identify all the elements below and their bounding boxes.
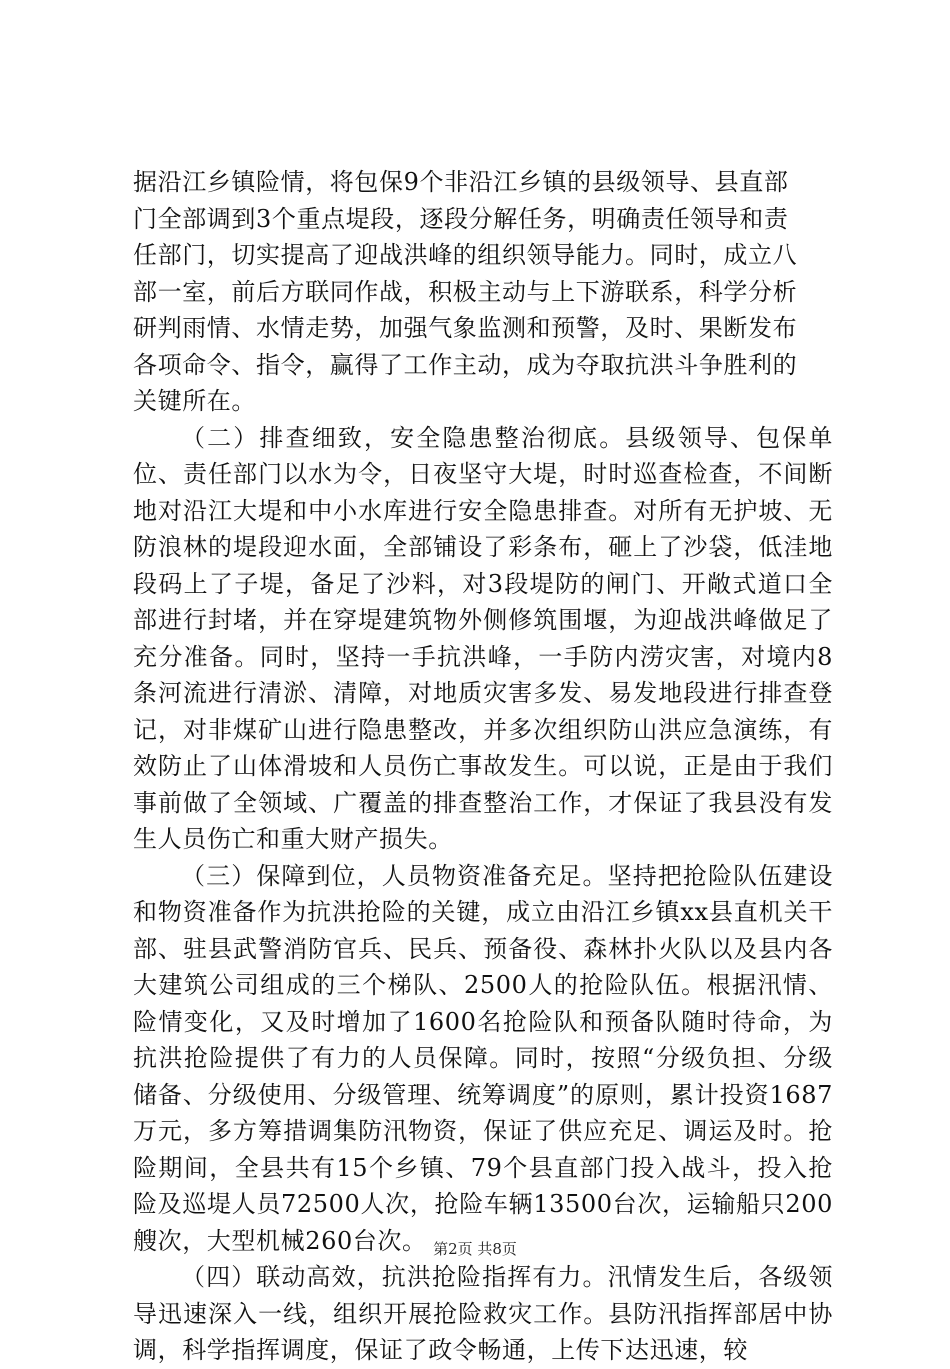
paragraph-4: （四）联动高效，抗洪抢险指挥有力。汛情发生后，各级领导迅速深入一线，组织开展抢险救灾工作。县防汛指挥部居中协调，科学指挥调度，保证了政令畅通，上传下达迅速，较 — [133, 1263, 833, 1364]
paragraph-1-lines — [133, 164, 833, 420]
document-body — [133, 164, 833, 1369]
text-line: 据沿江乡镇险情，将包保9个非沿江乡镇的县级领导、县直部 — [133, 168, 789, 196]
text-line: 部一室，前后方联同作战，积极主动与上下游联系，科学分析 — [133, 277, 798, 306]
text-line: 任部门，切实提高了迎战洪峰的组织领导能力。同时，成立八 — [133, 241, 798, 269]
paragraph-2: （二）排查细致，安全隐患整治彻底。县级领导、包保单位、责任部门以水为令，日夜坚守大堤，时时巡查检查，不间断地对沿江大堤和中小水库进行安全隐患排查。对所有无护坡、无防浪林的堤段迎水面，全部铺设了彩条布，砸上了沙袋，低洼地段码上了子堤，备足了沙料，对3段堤防的闸门、开敞式道口全部进行封堵，并在穿堤建筑物外侧修筑围堰，为迎战洪峰做足了充分准备。同时，坚持一手抗洪峰，一手防内涝灾害，对境内8条河流进行清淤、清障，对地质灾害多发、易发地段进行排查登记，对非煤矿山进行隐患整改，并多次组织防山洪应急演练，有效防止了山体滑坡和人员伤亡事故发生。可以说，正是由于我们事前做了全领域、广覆盖的排查整治工作，才保证了我县没有发生人员伤亡和重大财产损失。 — [133, 423, 833, 853]
text-line: 各项命令、指令，赢得了工作主动，成为夺取抗洪斗争胜利的 — [133, 350, 798, 379]
text-line: 关键所在。 — [133, 387, 256, 415]
page-footer: 第2页 共8页 — [433, 1240, 517, 1258]
text-line: 研判雨情、水情走势，加强气象监测和预警，及时、果断发布 — [133, 314, 798, 342]
text-line: 门全部调到3个重点堤段，逐段分解任务，明确责任领导和责 — [133, 204, 789, 233]
paragraph-3: （三）保障到位，人员物资准备充足。坚持把抢险队伍建设和物资准备作为抗洪抢险的关键，成立由沿江乡镇xx县直机关干部、驻县武警消防官兵、民兵、预备役、森林扑火队以及县内各大建筑公司组成的三个梯队、2500人的抢险队伍。根据汛情、险情变化，又及时增加了1600名抢险队和预备队随时待命，为抗洪抢险提供了有力的人员保障。同时，按照“分级负担、分级储备、分级使用、分级管理、统筹调度”的原则，累计投资1687万元，多方筹措调集防汛物资，保证了供应充足、调运及时。抢险期间，全县共有15个乡镇、79个县直部门投入战斗，投入抢险及巡堤人员72500人次，抢险车辆13500台次，运输船只200艘次，大型机械260台次。 — [133, 861, 833, 1255]
